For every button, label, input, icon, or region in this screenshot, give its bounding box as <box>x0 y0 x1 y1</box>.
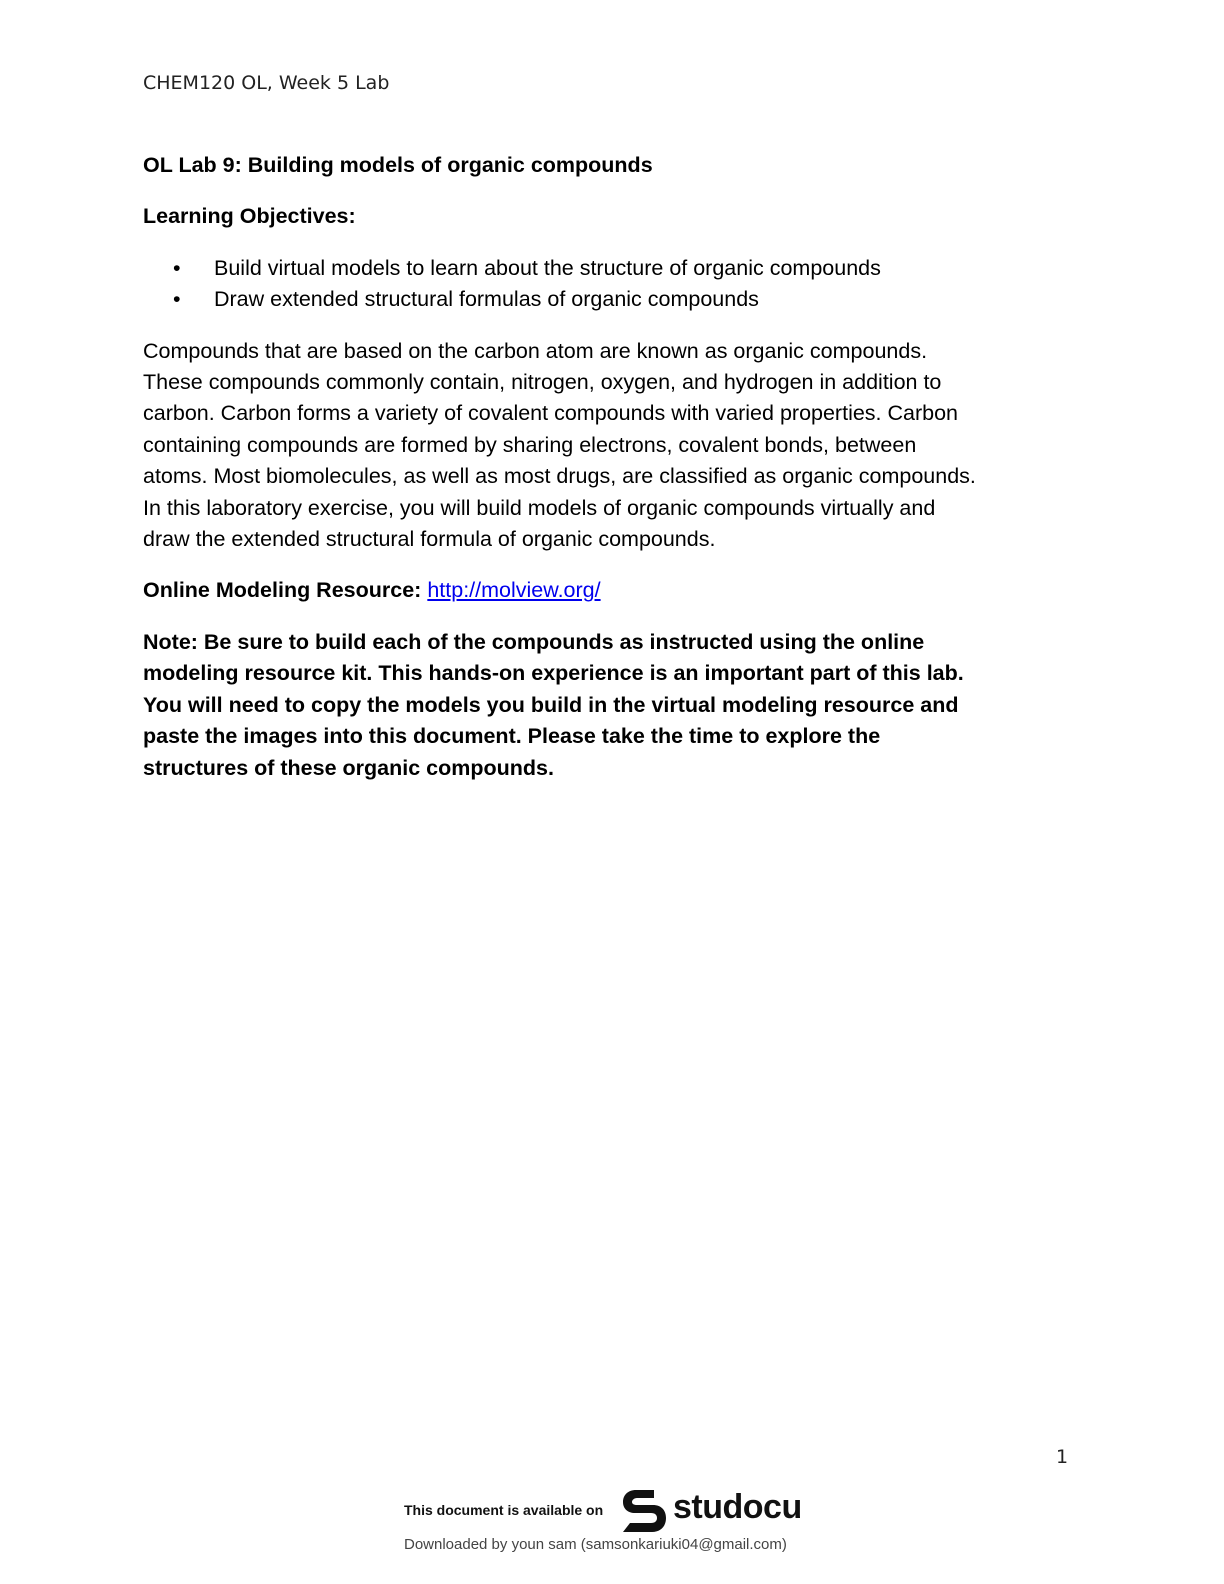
note-line: paste the images into this document. Please take the time to explore the <box>143 724 881 749</box>
page-number: 1 <box>1056 1446 1069 1468</box>
note-paragraph <box>143 627 1073 784</box>
bullet-icon: • <box>173 255 181 280</box>
note-line: structures of these organic compounds. <box>143 755 554 780</box>
objectives-list <box>143 253 1073 316</box>
objective-text: Draw extended structural formulas of organic compounds <box>214 287 759 312</box>
intro-line: In this laboratory exercise, you will build models of organic compounds virtually and <box>143 495 936 520</box>
lab-title: OL Lab 9: Building models of organic compounds <box>143 153 653 177</box>
note-line: You will need to copy the models you build in the virtual modeling resource and <box>143 692 959 717</box>
note-line: Note: Be sure to build each of the compounds as instructed using the online <box>143 629 925 654</box>
intro-line: Compounds that are based on the carbon atom are known as organic compounds. <box>143 338 928 363</box>
molview-link[interactable]: http://molview.org/ <box>427 578 601 603</box>
note-line: modeling resource kit. This hands-on experience is an important part of this lab. <box>143 661 964 686</box>
intro-paragraph <box>143 336 1073 556</box>
studocu-footer <box>0 1484 1224 1584</box>
document-body <box>143 150 1073 784</box>
available-text: This document is available on <box>404 1502 604 1518</box>
objectives-heading: Learning Objectives: <box>143 204 356 229</box>
objective-item <box>143 253 1073 284</box>
objective-item <box>143 284 1073 315</box>
bullet-icon: • <box>173 287 181 312</box>
intro-line: containing compounds are formed by sharing electrons, covalent bonds, between <box>143 432 917 457</box>
resource-label: Online Modeling Resource: <box>143 578 422 603</box>
intro-line: carbon. Carbon forms a variety of covalent compounds with varied properties. Carbon <box>143 401 959 426</box>
studocu-logo-icon <box>620 1486 668 1536</box>
studocu-logo[interactable] <box>620 1486 820 1538</box>
studocu-logo-text: studocu <box>673 1488 802 1526</box>
online-resource <box>143 575 1073 606</box>
downloaded-by-text: Downloaded by youn sam (samsonkariuki04@gmail.com) <box>404 1536 787 1553</box>
objective-text: Build virtual models to learn about the structure of organic compounds <box>214 255 881 280</box>
page-header: CHEM120 OL, Week 5 Lab <box>143 72 390 94</box>
intro-line: atoms. Most biomolecules, as well as most drugs, are classified as organic compounds. <box>143 464 976 489</box>
intro-line: draw the extended structural formula of organic compounds. <box>143 527 716 552</box>
intro-line: These compounds commonly contain, nitrogen, oxygen, and hydrogen in addition to <box>143 370 942 395</box>
